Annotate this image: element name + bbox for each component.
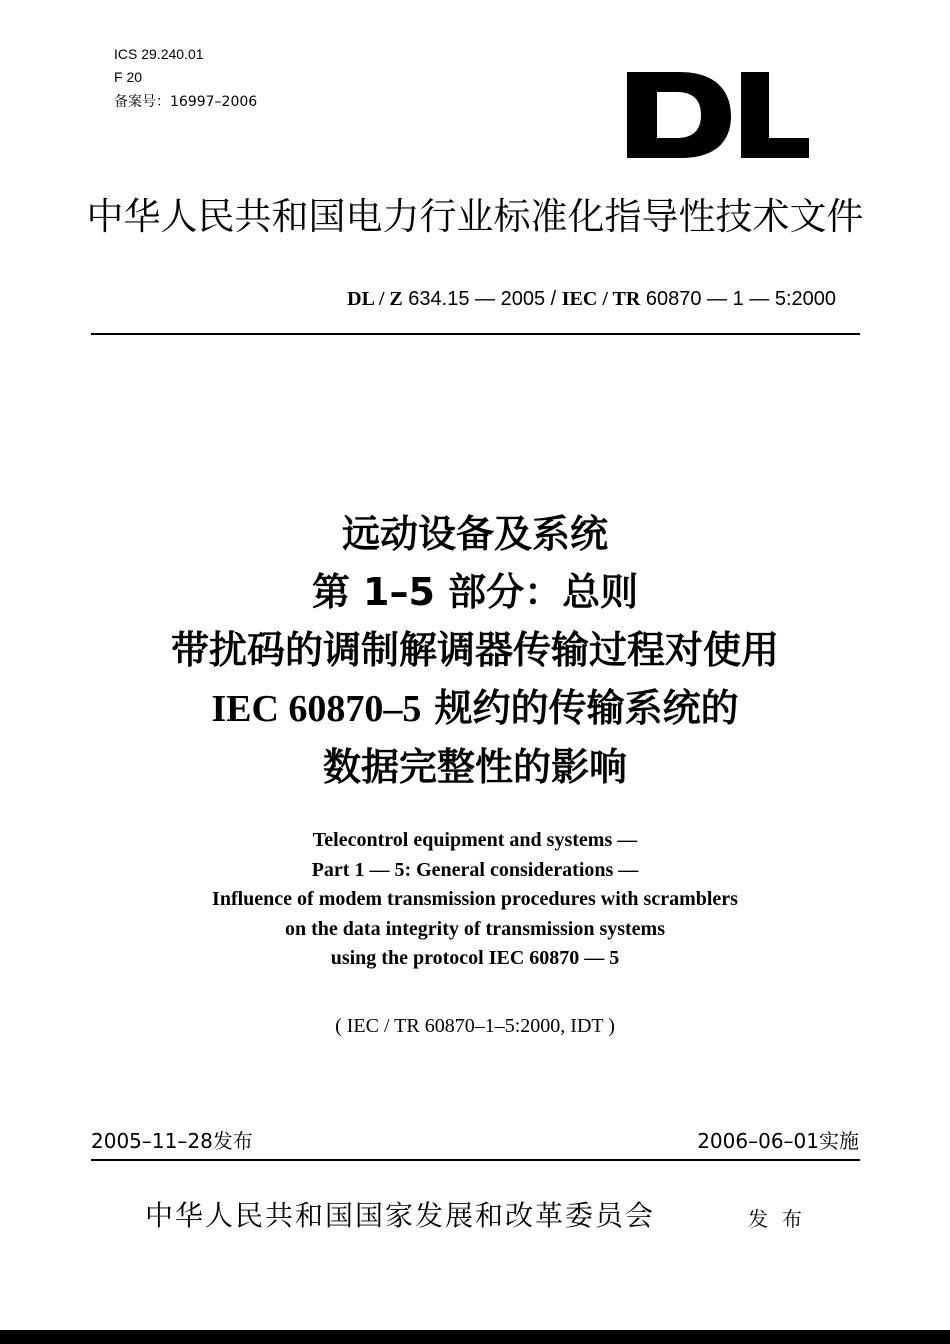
- ccs-code: F 20: [114, 69, 143, 85]
- dl-logo-letter-l: [741, 72, 809, 158]
- issue-action: 发布: [748, 1207, 816, 1231]
- standard-number: [347, 286, 836, 312]
- en-title-line-4: on the data integrity of transmission systems: [285, 917, 665, 940]
- cn-title-line-4-standard: IEC 60870–5: [211, 688, 422, 730]
- en-title-line-2: Part 1 — 5: General considerations —: [311, 858, 639, 881]
- ics-code: ICS 29.240.01: [114, 46, 204, 62]
- chinese-title: [0, 505, 950, 796]
- issue-date: 2005–11–28发布: [91, 1129, 253, 1153]
- cn-title-line-4-text: 规约的传输系统的: [421, 686, 739, 730]
- standard-number-value: 634.15 — 2005 /: [408, 288, 562, 310]
- cn-title-line-5: 数据完整性的影响: [322, 745, 627, 789]
- identical-reference: ( IEC / TR 60870–1–5:2000, IDT ): [335, 1015, 615, 1037]
- iec-prefix: IEC / TR: [561, 288, 641, 310]
- bottom-edge-bar: [0, 1330, 950, 1344]
- standard-prefix: DL / Z: [347, 288, 403, 310]
- cn-title-line-3: 带扰码的调制解调器传输过程对使用: [170, 628, 779, 672]
- en-title-line-3: Influence of modem transmission procedures with scramblers: [212, 888, 738, 910]
- english-title: [0, 826, 950, 974]
- dl-logo: [627, 56, 817, 166]
- cn-title-line-1: 远动设备及系统: [341, 512, 608, 556]
- footer-divider: [91, 1159, 860, 1161]
- cn-title-line-2: 第 1–5 部分：总则: [311, 570, 639, 614]
- issuing-authority: 中华人民共和国国家发展和改革委员会: [145, 1199, 656, 1232]
- iec-number-value: 60870 — 1 — 5:2000: [640, 288, 836, 310]
- en-title-line-1: Telecontrol equipment and systems —: [312, 829, 638, 851]
- implementation-date: 2006–06–01实施: [697, 1129, 859, 1153]
- dl-logo-letter-d: [627, 72, 731, 158]
- header-divider: [91, 333, 860, 335]
- organization-title: 中华人民共和国电力行业标准化指导性技术文件: [86, 195, 864, 238]
- cn-title-line-4: [0, 679, 950, 738]
- en-title-line-5: using the protocol IEC 60870 — 5: [330, 947, 620, 969]
- record-number: 备案号：16997–2006: [114, 94, 258, 110]
